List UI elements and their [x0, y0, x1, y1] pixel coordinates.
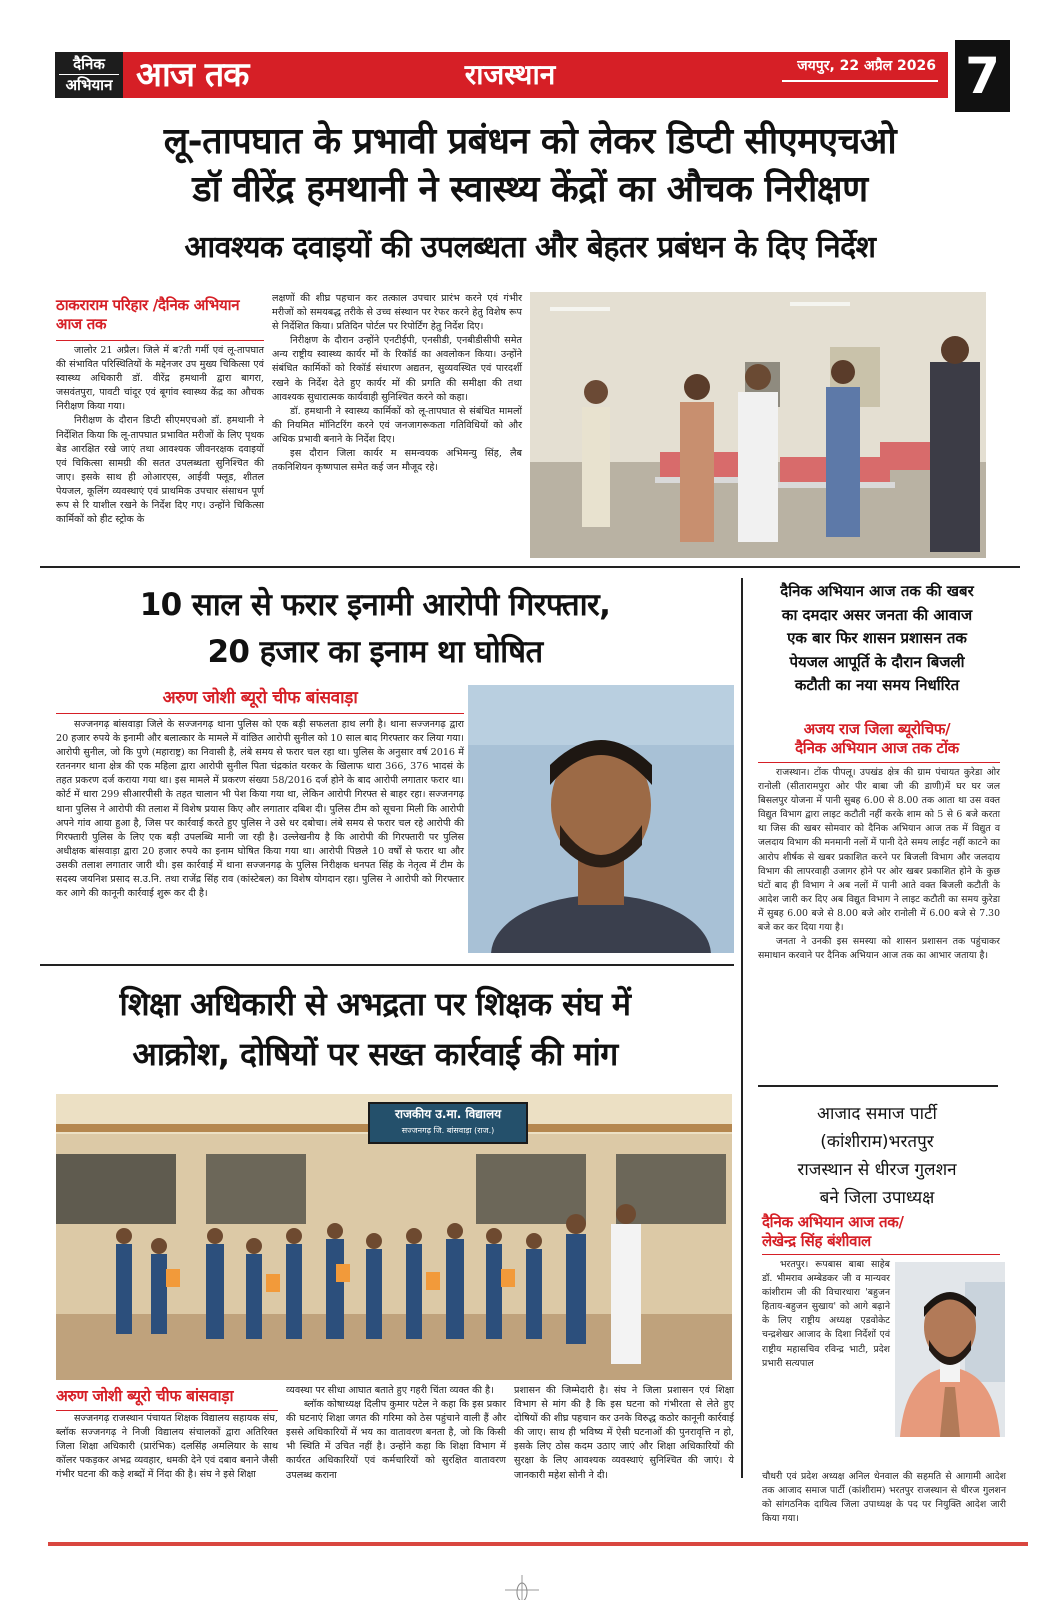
story1-headline-line2: डॉ वीरेंद्र हमथानी ने स्वास्थ्य केंद्रों का औचक निरीक्षण	[192, 169, 868, 210]
story3-headline-line: एक बार फिर शासन प्रशासन तक	[787, 629, 967, 647]
story5-byline	[762, 1213, 1002, 1251]
story5-para: भरतपुर। रूपबास बाबा साहेब डॉ. भीमराव अम्बेडकर जी व मान्यवर कांशीराम जी की विचारधारा 'बहुजन हिताय-बहुजन सुखाय' को आगे बढ़ाने के लिए राष्ट्रीय अध्यक्ष एडवोकेट चन्द्रशेखर आजाद के दिशा निर्देशों एवं राष्ट्रीय महासचिव रविन्द्र भाटी, प्रदेश प्रभारी सत्यपाल	[762, 1259, 890, 1369]
masthead-brand-logo	[55, 52, 123, 98]
story5-body-narrow	[762, 1258, 890, 1371]
dateline-underline	[782, 80, 938, 82]
story1-column-1	[56, 344, 264, 527]
story3-byline	[748, 720, 1006, 758]
appointee-portrait-image	[895, 1262, 1005, 1437]
story1-col2-para: लक्षणों की शीघ्र पहचान कर तत्काल उपचार प्रारंभ करने एवं गंभीर मरीजों को समयबद्ध तरीके से उच्च संस्थान पर रेफर करने हेतु विशेष रूप से निर्देशित किया। प्रतिदिन पोर्टल पर रिपोर्टिंग हेतु निर्देश दिए।	[272, 293, 522, 333]
story5-byline-line: दैनिक अभियान आज तक/	[762, 1213, 904, 1231]
story3-headline-line: कटौती का नया समय निर्धारित	[794, 676, 960, 694]
accused-portrait-photo	[468, 685, 734, 953]
appointee-portrait-photo	[895, 1262, 1005, 1437]
registration-mark-icon	[505, 1575, 545, 1600]
story2-body	[56, 718, 464, 901]
story5-byline-rule	[762, 1254, 1000, 1255]
story1-column-2	[272, 292, 522, 475]
story1-byline: ठाकराराम परिहार /दैनिक अभियान आज तक	[56, 296, 240, 333]
story2-byline: अरुण जोशी ब्यूरो चीफ बांसवाड़ा	[162, 688, 358, 708]
school-sign-line2: सज्जनगढ़ जि. बांसवाड़ा (राज.)	[401, 1126, 495, 1135]
story3-para: राजस्थान। टोंक पीपलू। उपखंड क्षेत्र की ग्राम पंचायत कुरेडा ओर रानोली (सीतारामपुरा ओर पीर बाबा जी की डाणी)में घर घर जल बिसलपुर योजना में पानी सुबह 6.00 से 8.00 तक आता था उस वक्त विद्युत विभाग द्वारा लाइट कटौती नहीं करके शाम को 5 से 6 बजे करता था जिस की खबर सोमवार को दैनिक अभियान आज तक में विद्युत व जलदाय विभाग की मनमानी नलों में पानी देते समय लाईट नहीं काटने का आरोप शीर्षक से खबर प्रकाशित करने पर बिजली विभाग और जलदाय विभाग की लापरवाही उजागर होने पर ओर खबर प्रकाशित होने के कुछ घंटों बाद ही विभाग ने अब नलों में पानी आते वक्त बिजली कटौती के आदेश जारी कर दिए अब विद्युत विभाग ने लाइट कटौती का समय कुरेडा में सुबह 6.00 बजे से 8.00 बजे ओर रानोली में 6.00 बजे से 7.30 बजे कर कर दिया गया है।	[758, 767, 1000, 934]
story3-headline	[748, 580, 1006, 698]
story4-column-1	[56, 1412, 278, 1482]
story5-para: चौधरी एवं प्रदेश अध्यक्ष अनिल धेनवाल की सहमति से आगामी आदेश तक आजाद समाज पार्टी (कांशीराम) भरतपुर राजस्थान से धीरज गुलशन को सांगठनिक दायित्व जिला उपाध्यक्ष के पद पर नियुक्ति आदेश जारी किया गया।	[762, 1471, 1006, 1525]
story1-col2-para: निरीक्षण के दौरान उन्होंने एनटीईपी, एनसीडी, एनबीडीसीपी समेत अन्य राष्ट्रीय स्वास्थ्य कार्यर मों के रिकॉर्ड का अवलोकन किया। उन्होंने संबंधित कार्मिकों को रिकॉर्ड संधारण अद्यतन, सुव्यवस्थित एवं पारदर्शी रखने के निर्देश देते हुए कार्यर मों की प्रगति की समीक्षा की तथा आवश्यक सुधारात्मक कार्यवाही सुनिश्चित करने को कहा।	[272, 335, 522, 403]
story5-body-wide	[762, 1470, 1006, 1526]
story3-byline-line: दैनिक अभियान आज तक टोंक	[795, 739, 959, 757]
accused-portrait-image	[468, 685, 734, 953]
story1-byline-rule	[56, 340, 264, 341]
section-title: राजस्थान	[464, 58, 556, 91]
story1-headline-line1: लू-तापघात के प्रभावी प्रबंधन को लेकर डिप्टी सीएमएचओ	[163, 121, 897, 162]
school-sign-line1: राजकीय उ.मा. विद्यालय	[394, 1107, 502, 1121]
story3-headline-line: दैनिक अभियान आज तक की खबर	[780, 582, 974, 600]
page-number: 7	[955, 40, 1010, 112]
brand-line-1: दैनिक	[73, 55, 105, 73]
story4-byline-rule	[56, 1410, 278, 1411]
story1-col1-para: जालोर 21 अप्रैल। जिले में ब?ती गर्मी एवं लू-तापघात की संभावित परिस्थितियों के मद्देनजर उप मुख्य चिकित्सा एवं स्वास्थ्य अधिकारी डॉ. वीरेंद्र हमथानी द्वारा बागरा, जसवंतपुरा, पावटी चांदूर एवं बूगांव स्वास्थ्य केंद्र का औचक निरीक्षण किया गया।	[56, 345, 264, 413]
story1-subheadline: आवश्यक दवाइयों की उपलब्धता और बेहतर प्रबंधन के दिए निर्देश	[184, 230, 876, 265]
story5-byline-line: लेखेन्द्र सिंह बंशीवाल	[762, 1232, 871, 1250]
story2-byline-rule	[56, 713, 464, 714]
story1-col1-para: निरीक्षण के दौरान डिप्टी सीएमएचओ डॉ. हमथानी ने निर्देशित किया कि लू-तापघात प्रभावित मरीजों के लिए पृथक बेड आरक्षित रखे जाएं तथा आवश्यक जीवनरक्षक दवाइयों एवं चिकित्सा सामग्री की सतत उपलब्धता सुनिश्चित की जाए। इसके साथ ही ओआरएस, आईवी फ्लूड, शीतल पेयजल, कूलिंग व्यवस्थाएं एवं प्राथमिक उपचार संसाधन पूर्ण रूप से रि याशील रखने के निर्देश दिए गए। उन्होंने चिकित्सा कार्मिकों को हीट स्ट्रोक के	[56, 415, 264, 526]
story4-para: सज्जनगढ़ राजस्थान पंचायत शिक्षक विद्यालय सहायक संघ, ब्लॉक सज्जनगढ़ ने निजी विद्यालय संचालकों द्वारा अतिरिक्त जिला शिक्षा अधिकारी (प्रारंभिक) दलसिंह अमलियार के साथ कॉलर पकड़कर अभद्र व्यवहार, धमकी देने एवं दबाव बनाने जैसी गंभीर घटना की कड़े शब्दों में निंदा की है। संघ ने इसे शिक्षा	[56, 1413, 278, 1481]
story3-para: जनता ने उनकी इस समस्या को शासन प्रशासन तक पहुंचाकर समाधान करवाने पर दैनिक अभियान आज तक का आभार जताया है।	[758, 936, 1000, 962]
dateline: जयपुर, 22 अप्रैल 2026	[797, 58, 936, 74]
story1-col2-para: डॉ. हमथानी ने स्वास्थ्य कार्मिकों को लू-तापघात से संबंधित मामलों की नियमित मॉनिटरिंग करने एवं जनजागरूकता गतिविधियों को और अधिक प्रभावी बनाने के निर्देश दिए।	[272, 405, 522, 445]
section-divider	[758, 1085, 998, 1087]
story4-column-3	[514, 1384, 734, 1483]
section-divider	[40, 566, 1020, 568]
story4-headline-line1: शिक्षा अधिकारी से अभद्रता पर शिक्षक संघ में	[119, 985, 631, 1023]
story3-body	[758, 766, 1000, 963]
story3-headline-line: का दमदार असर जनता की आवाज	[781, 605, 973, 624]
story5-headline-line: आजाद समाज पार्टी	[817, 1104, 937, 1124]
masthead-brand-name: आज तक	[136, 55, 249, 95]
story2-headline-line2: 20 हजार का इनाम था घोषित	[207, 634, 543, 670]
story5-headline	[748, 1100, 1006, 1212]
story3-headline-line: पेयजल आपूर्ति के दौरान बिजली	[789, 652, 965, 671]
story4-headline-line2: आक्रोश, दोषियों पर सख्त कार्रवाई की मांग	[132, 1035, 618, 1073]
section-divider	[40, 964, 734, 966]
story5-headline-line: (कांशीराम)भरतपुर	[820, 1132, 934, 1152]
story3-byline-rule	[758, 762, 1000, 763]
school-group-photo	[56, 1094, 732, 1380]
story2-headline-line1: 10 साल से फरार इनामी आरोपी गिरफ्तार,	[139, 587, 611, 623]
story4-para: व्यवस्था पर सीधा आघात बताते हुए गहरी चिंता व्यक्त की है।	[286, 1385, 494, 1396]
hospital-ward-image	[530, 292, 986, 558]
story4-column-2	[286, 1384, 506, 1483]
story5-headline-line: राजस्थान से धीरज गुलशन	[797, 1160, 957, 1180]
column-rule	[741, 578, 743, 1478]
story4-byline: अरुण जोशी ब्यूरो चीफ बांसवाड़ा	[56, 1387, 234, 1405]
footer-rule	[48, 1542, 1028, 1546]
story4-para: ब्लॉक कोषाध्यक्ष दिलीप कुमार पटेल ने कहा कि इस प्रकार की घटनाएं शिक्षा जगत की गरिमा को ठेस पहुंचाने वाली हैं और इससे अधिकारियों में भय का वातावरण बनता है, जो कि किसी भी स्थिति में उचित नहीं है। उन्होंने कहा कि शिक्षा विभाग में कार्यरत अधिकारियों एवं कर्मचारियों को सुरक्षित वातावरण उपलब्ध कराना	[286, 1399, 506, 1481]
school-signboard	[368, 1102, 528, 1144]
story5-headline-line: बने जिला उपाध्यक्ष	[819, 1188, 935, 1208]
story2-para: सज्जनगढ़ बांसवाड़ा जिले के सज्जनगढ़ थाना पुलिस को एक बड़ी सफलता हाथ लगी है। थाना सज्जनगढ़ द्वारा 20 हजार रुपये के इनामी और बलात्कार के मामले में वांछित आरोपी सुनील को 10 साल बाद गिरफ्तार कर लिया गया। आरोपी सुनील, जो कि पुणे (महाराष्ट्र) का निवासी है, लंबे समय से फरार चल रहा था। पुलिस के अनुसार वर्ष 2016 में रतननगर थाना क्षेत्र की एक महिला द्वारा आरोपी सुनील पिता चंद्रकांत यरकर के खिलाफ धारा 366, 376 भादसं के तहत प्रकरण दर्ज कराया गया था। इस मामले में प्रकरण संख्या 58/2016 दर्ज होने के बाद आरोपी लगातार फरार था। कोर्ट में धारा 299 सीआरपीसी के तहत चालान भी पेश किया गया था, लेकिन आरोपी गिरफ्त से बाहर रहा। सज्जनगढ़ थाना पुलिस ने आरोपी की तलाश में विशेष प्रयास किए और लगातार दबिश दी। पुलिस टीम को सूचना मिली कि आरोपी अपने गांव आया हुआ है, जिस पर कार्रवाई करते हुए पुलिस ने उसे धर दबोचा। लंबे समय से फरार चल रहे आरोपी की गिरफ्तारी पुलिस के लिए एक बड़ी उपलब्धि मानी जा रही है। उल्लेखनीय है कि आरोपी की गिरफ्तारी पर पुलिस अधीक्षक बांसवाड़ा द्वारा 20 हजार रुपये का इनाम घोषित किया गया था। आरोपी पिछले 10 वर्षों से फरार था और उसकी तलाश लगातार जारी थी। इस कार्रवाई में थाना सज्जनगढ़ के पुलिस निरीक्षक धनपत सिंह के नेतृत्व में टीम के सदस्य जयनिश प्रसाद स.उ.नि. तथा राजेंद्र सिंह राव (कांस्टेबल) का विशेष योगदान रहा। पुलिस ने आरोपी को गिरफ्तार कर आगे की कानूनी कार्रवाई शुरू कर दी है।	[56, 719, 464, 900]
story3-byline-line: अजय राज जिला ब्यूरोचिफ/	[803, 720, 951, 738]
story4-para: प्रशासन की जिम्मेदारी है। संघ ने जिला प्रशासन एवं शिक्षा विभाग से मांग की है कि इस घटना को गंभीरता से लेते हुए दोषियों की शीघ्र पहचान कर उनके विरुद्ध कठोर कानूनी कार्रवाई की जाए। साथ ही भविष्य में ऐसी घटनाओं की पुनरावृत्ति न हो, इसके लिए ठोस कदम उठाए जाएं और शिक्षा अधिकारियों की सुरक्षा के लिए आवश्यक व्यवस्थाएं सुनिश्चित की जाएं। ये जानकारी महेश सोनी ने दी।	[514, 1385, 734, 1481]
hospital-inspection-photo	[530, 292, 986, 558]
brand-line-2: अभियान	[59, 74, 119, 95]
story1-col2-para: इस दौरान जिला कार्यर म समन्वयक अभिमन्यु सिंह, लैब तकनिशियन कृष्णपाल समेत कई जन मौजूद रहे।	[272, 448, 522, 474]
